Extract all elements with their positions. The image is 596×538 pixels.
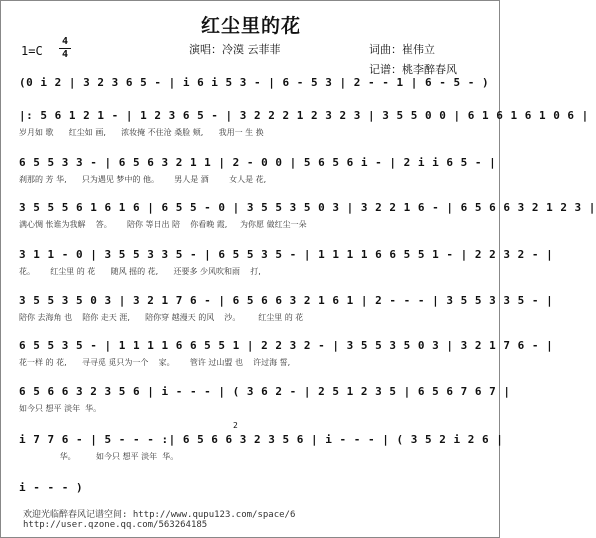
transcriber-credit: 记谱：桃李醉春风 xyxy=(369,63,457,76)
lyrics-line: 岁月如 歌 红尘如 画, 浓妆掩 不住沧 桑脸 颊, 我用一 生 换 xyxy=(19,128,264,137)
notes-line: i - - - ) xyxy=(19,481,84,494)
repeat-ending-number: 2 xyxy=(233,421,239,430)
lyricist-credit: 词曲：崔伟立 xyxy=(369,43,435,56)
footer-line-2: http://user.qzone.qq.com/563264185 xyxy=(23,520,208,530)
lyrics-line: 花一样 的 花, 寻寻觅 觅只为一个 家。 管许 过山盟 也 许过海 誓, xyxy=(19,358,291,367)
notes-line: 3 5 5 5 6 1 6 1 6 | 6 5 5 - 0 | 3 5 5 3 5 0 3 | 3 2 2 1 6 - | 6 5 6 6 3 2 1 2 3 | xyxy=(19,201,596,214)
time-signature xyxy=(59,37,71,60)
lyrics-line: 陪你 去海角 也 陪你 走天 涯, 陪你穿 越漫天 的风 沙。 红尘里 的 花 xyxy=(19,313,304,322)
singer-credit: 演唱：冷漠 云菲菲 xyxy=(189,43,281,56)
notes-line: i 7 7 6 - | 5 - - - :| 6 5 6 6 3 2 3 5 6 | i - - - | ( 3 5 2 i 2 6 | xyxy=(19,433,504,446)
score-title: 红尘里的花 xyxy=(200,15,301,37)
key-signature: 1=C xyxy=(21,44,43,58)
lyrics-line: 如今只 想平 淡年 华。 xyxy=(19,404,102,413)
lyrics-line: 花。 红尘里 的 花 随风 摇的 花, 还要多 少风吹和雨 打, xyxy=(19,267,261,276)
lyrics-line: 刹那的 芳 华, 只为遇见 梦中的 他。 男人是 酒 女人是 花, xyxy=(19,175,267,184)
time-signature-bottom: 4 xyxy=(61,49,69,60)
time-signature-top: 4 xyxy=(61,36,69,47)
notes-line: 3 5 5 3 5 0 3 | 3 2 1 7 6 - | 6 5 6 6 3 2 1 6 1 | 2 - - - | 3 5 5 3 3 5 - | xyxy=(19,294,554,307)
notes-line: 6 5 5 3 5 - | 1 1 1 1 6 6 5 5 1 | 2 2 3 2 - | 3 5 5 3 5 0 3 | 3 2 1 7 6 - | xyxy=(19,339,554,352)
notes-line: 6 5 5 3 3 - | 6 5 6 3 2 1 1 | 2 - 0 0 | 5 6 5 6 i - | 2 i i 6 5 - | xyxy=(19,156,497,169)
notes-line: 6 5 6 6 3 2 3 5 6 | i - - - | ( 3 6 2 - | 2 5 1 2 3 5 | 6 5 6 7 6 7 | xyxy=(19,385,511,398)
notes-line: |: 5 6 1 2 1 - | 1 2 3 6 5 - | 3 2 2 2 1 2 3 2 3 | 3 5 5 0 0 | 6 1 6 1 6 1 0 6 | xyxy=(19,109,589,122)
notes-line: (0 i 2 | 3 2 3 6 5 - | i 6 i 5 3 - | 6 - 5 3 | 2 - - 1 | 6 - 5 - ) xyxy=(19,76,490,89)
notes-line: 3 1 1 - 0 | 3 5 5 3 3 5 - | 6 5 5 3 5 - | 1 1 1 1 6 6 5 5 1 - | 2 2 3 2 - | xyxy=(19,248,554,261)
lyrics-line: 华。 如今只 想平 淡年 华。 xyxy=(19,452,179,461)
lyrics-line: 满心惆 怅谁为我解 答。 陪你 等日出 陪 你看晚 霞, 为你愿 做红尘一朵 xyxy=(19,220,307,229)
footer-line-1: 欢迎光临醉春风记谱空间: http://www.qupu123.com/space/6 xyxy=(23,510,296,520)
